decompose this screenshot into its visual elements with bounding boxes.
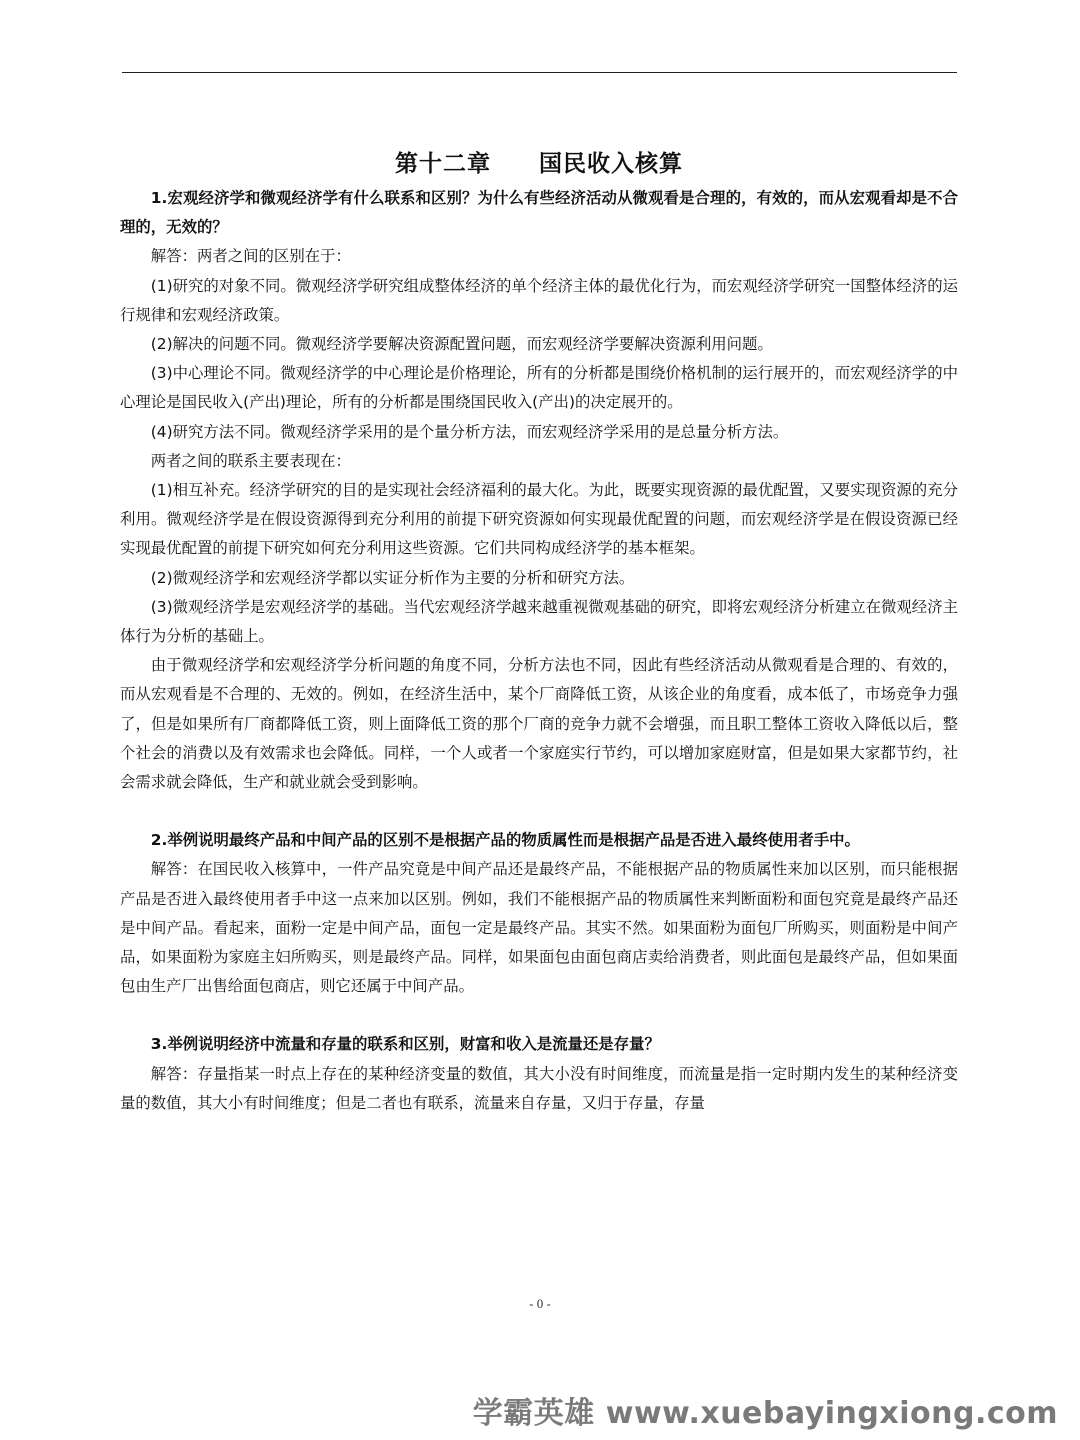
answer-paragraph: (1)研究的对象不同。微观经济学研究组成整体经济的单个经济主体的最优化行为，而宏观经济学研究一国整体经济的运行规律和宏观经济政策。 <box>120 276 958 324</box>
answer-paragraph: (1)相互补充。经济学研究的目的是实现社会经济福利的最大化。为此，既要实现资源的最优配置，又要实现资源的充分利用。微观经济学是在假设资源得到充分利用的前提下研究资源如何实现最优配置的问题，而宏观经济学是在假设资源已经实现最优配置的前提下研究如何充分利用这些资源。它们共同构成经济学的基本框架。 <box>120 481 958 558</box>
document-body <box>120 140 958 1118</box>
chapter-title: 第十二章 国民收入核算 <box>395 151 683 177</box>
question-2: 2.举例说明最终产品和中间产品的区别不是根据产品的物质属性而是根据产品是否进入最终使用者手中。 <box>150 831 860 850</box>
answer-paragraph: (2)解决的问题不同。微观经济学要解决资源配置问题，而宏观经济学要解决资源利用问题。 <box>150 335 773 354</box>
answer-paragraph: (4)研究方法不同。微观经济学采用的是个量分析方法，而宏观经济学采用的是总量分析方法。 <box>150 422 789 441</box>
answer-paragraph: (3)微观经济学是宏观经济学的基础。当代宏观经济学越来越重视微观基础的研究，即将宏观经济分析建立在微观经济主体行为分析的基础上。 <box>120 597 958 646</box>
answer-paragraph: (3)中心理论不同。微观经济学的中心理论是价格理论，所有的分析都是围绕价格机制的运行展开的，而宏观经济学的中心理论是国民收入(产出)理论，所有的分析都是围绕国民收入(产出)的决定展开的。 <box>120 364 958 412</box>
answer-paragraph: 解答：存量指某一时点上存在的某种经济变量的数值，其大小没有时间维度，而流量是指一定时期内发生的某种经济变量的数值，其大小有时间维度；但是二者也有联系，流量来自存量，又归于存量，存量 <box>120 1064 958 1112</box>
answer-paragraph: (2)微观经济学和宏观经济学都以实证分析作为主要的分析和研究方法。 <box>150 568 635 587</box>
answer-paragraph: 两者之间的联系主要表现在： <box>150 451 351 470</box>
section-spacer <box>120 1001 958 1030</box>
answer-paragraph: 解答：在国民收入核算中，一件产品究竟是中间产品还是最终产品，不能根据产品的物质属性来加以区别，而只能根据产品是否进入最终使用者手中这一点来加以区别。例如，我们不能根据产品的物质属性来判断面粉和面包究竟是最终产品还是中间产品。看起来，面粉一定是中间产品，面包一定是最终产品。其实不然。如果面粉为面包厂所购买，则面粉是中间产品，如果面粉为家庭主妇所购买，则是最终产品。同样，如果面包由面包商店卖给消费者，则此面包是最终产品，但如果面包由生产厂出售给面包商店，则它还属于中间产品。 <box>120 860 958 996</box>
section-spacer <box>120 797 958 826</box>
answer-paragraph: 由于微观经济学和宏观经济学分析问题的角度不同，分析方法也不同，因此有些经济活动从微观看是合理的、有效的，而从宏观看是不合理的、无效的。例如，在经济生活中，某个厂商降低工资，从该企业的角度看，成本低了，市场竞争力强了，但是如果所有厂商都降低工资，则上面降低工资的那个厂商的竞争力就不会增强，而且职工整体工资收入降低以后，整个社会的消费以及有效需求也会降低。同样，一个人或者一个家庭实行节约，可以增加家庭财富，但是如果大家都节约，社会需求就会降低，生产和就业就会受到影响。 <box>120 656 958 792</box>
page-number: - 0 - <box>529 1296 551 1311</box>
question-3: 3.举例说明经济中流量和存量的联系和区别，财富和收入是流量还是存量？ <box>150 1035 660 1054</box>
header-rule <box>122 72 957 73</box>
watermark: 学霸英雄 www.xuebayingxiong.com <box>472 1396 1058 1431</box>
answer-paragraph: 解答：两者之间的区别在于： <box>150 247 351 266</box>
question-1: 1.宏观经济学和微观经济学有什么联系和区别？为什么有些经济活动从微观看是合理的，有效的，而从宏观看却是不合理的，无效的？ <box>120 189 958 237</box>
